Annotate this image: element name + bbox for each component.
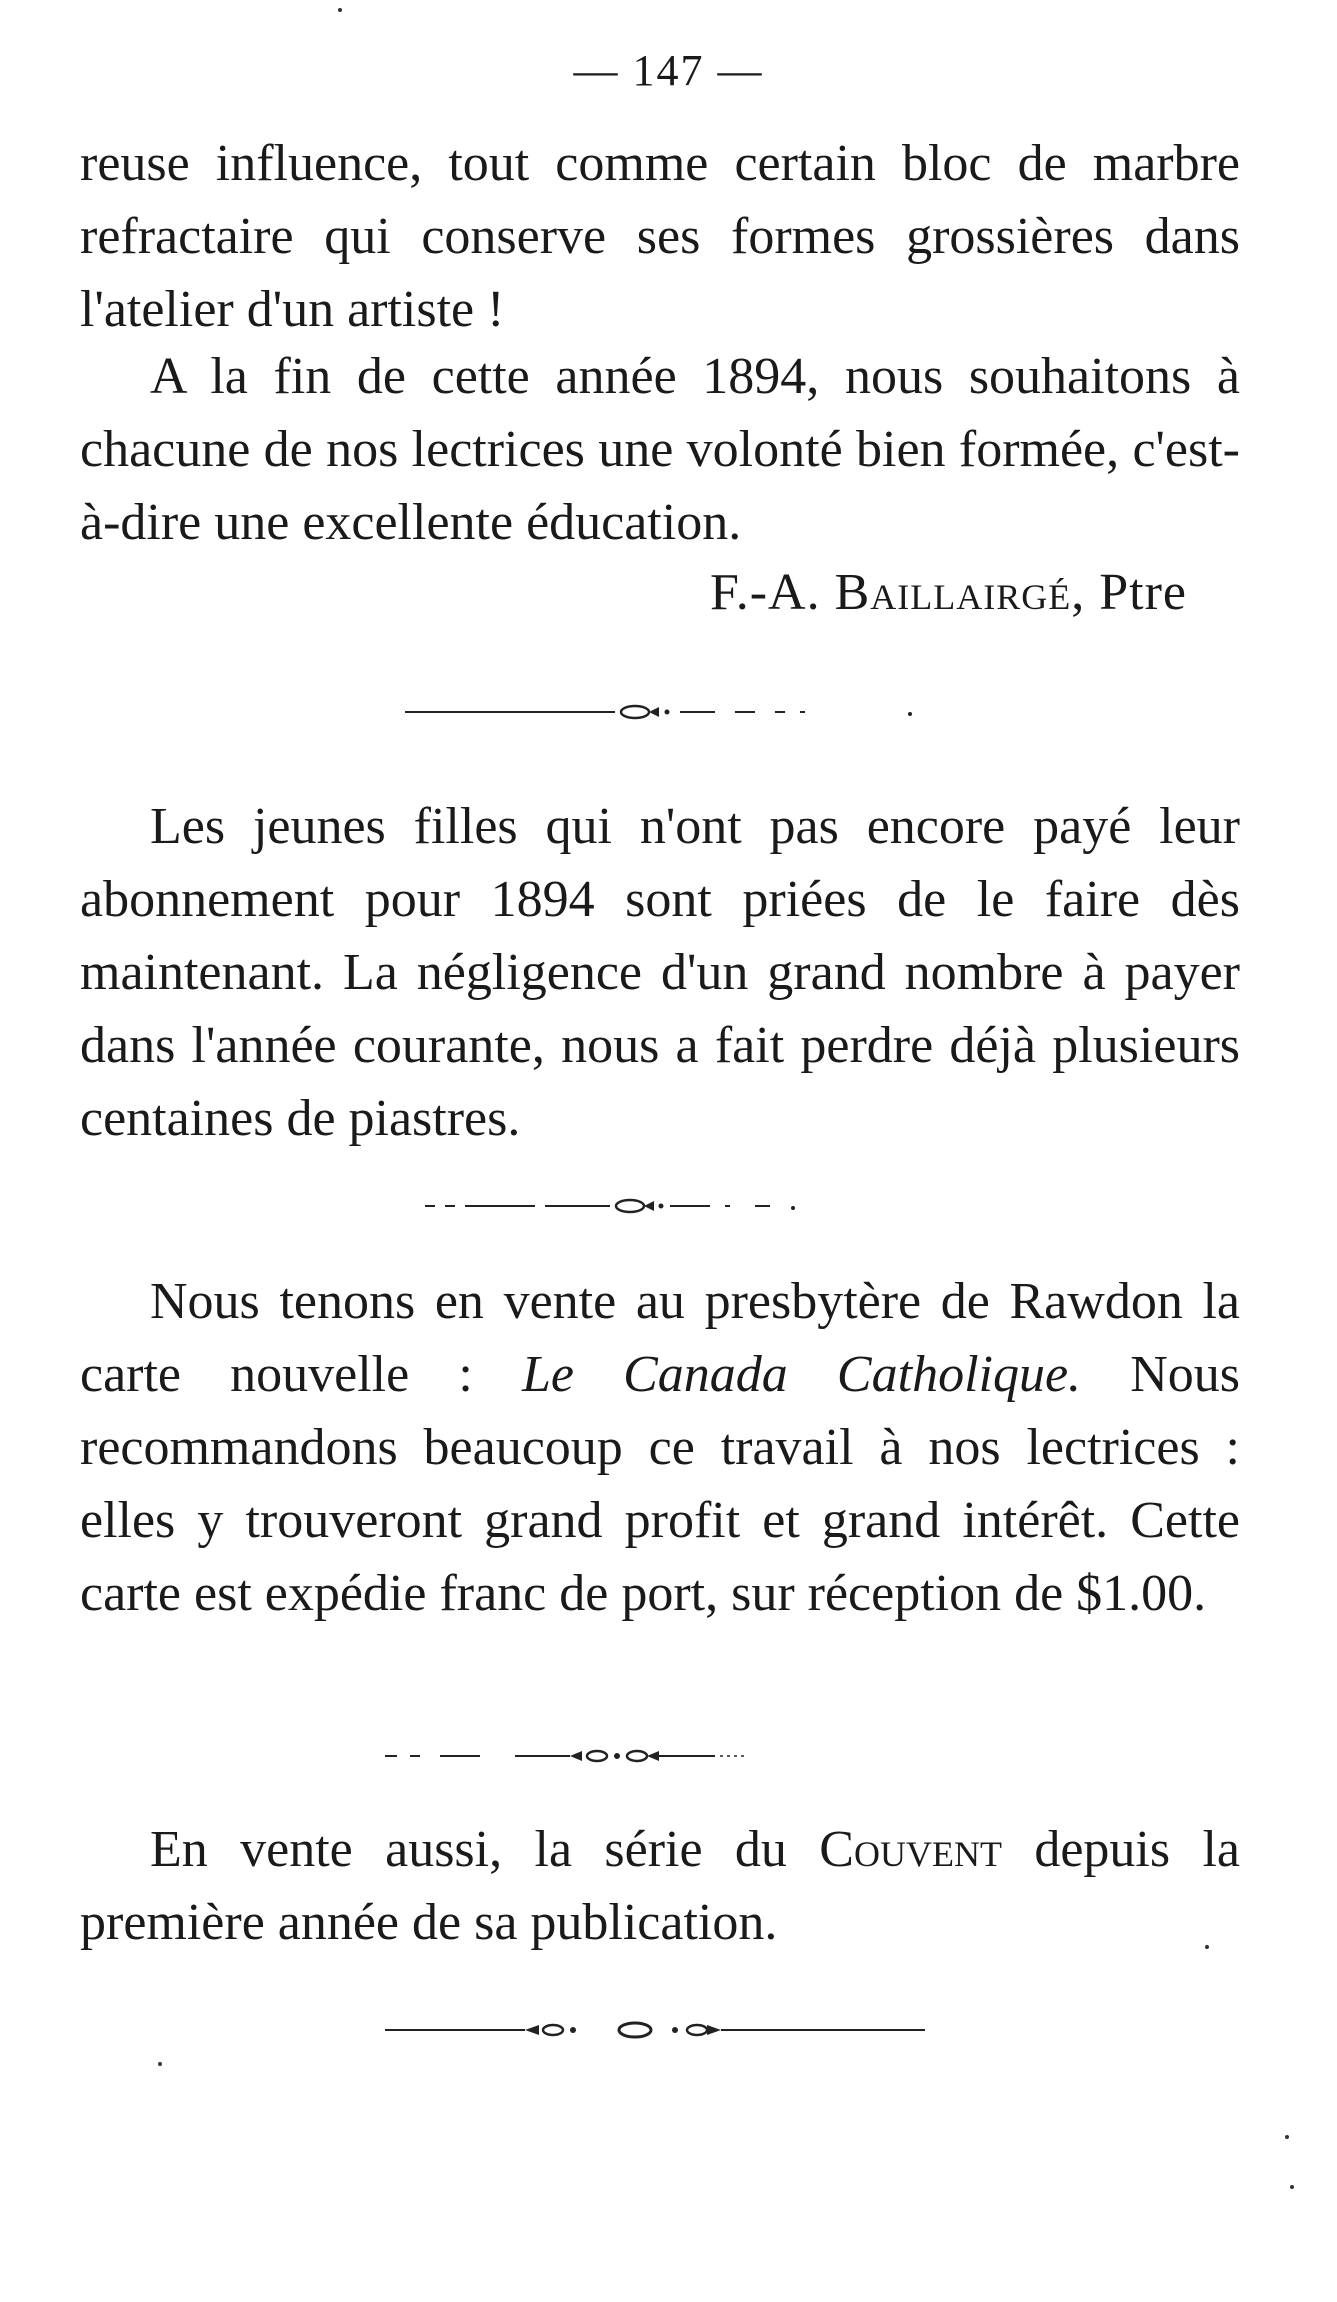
paragraph-text: A la fin de cette année 1894, nous souhaitons à chacune de nos lectrices une volonté bien formée, c'est-à-dire une excellente éducation. <box>80 348 1240 551</box>
section-divider-ornament <box>425 1196 905 1216</box>
signature-title: , Ptre <box>1071 564 1187 621</box>
print-speck <box>1205 1945 1209 1949</box>
paragraph-text <box>80 1813 1240 1959</box>
print-speck <box>338 8 342 12</box>
paragraph-continuation <box>80 127 1240 346</box>
paragraph-new-year-wishes <box>80 340 1240 559</box>
section-divider-ornament <box>405 702 925 722</box>
paragraph-text-after: Nous recommandons beaucoup ce travail à nos lectrices : elles y trouveront grand profit et grand intérêt. Cette carte est expédie franc de port, sur réception de $1.00. <box>80 1346 1240 1622</box>
signature-name: Baillairgé <box>834 564 1072 621</box>
section-divider-ornament <box>385 1746 925 1766</box>
print-speck <box>1290 2185 1294 2189</box>
paragraph-text: reuse influence, tout comme certain bloc de marbre refractaire qui conserve ses formes grossières dans l'atelier d'un artiste ! <box>80 135 1240 338</box>
map-title: Le Canada Catholique. <box>521 1346 1082 1403</box>
paragraph-couvent-series <box>80 1813 1240 1959</box>
signature-initials: F.-A. <box>709 564 821 621</box>
author-signature <box>710 563 1187 622</box>
print-speck <box>158 2062 162 2066</box>
publication-name: Couvent <box>819 1821 1002 1878</box>
paragraph-map-for-sale <box>80 1265 1240 1630</box>
closing-ornament <box>385 2020 925 2040</box>
paragraph-subscription-notice <box>80 790 1240 1155</box>
page-number: — 147 — <box>573 46 764 95</box>
paragraph-text <box>80 1265 1240 1630</box>
paragraph-text: Les jeunes filles qui n'ont pas encore payé leur abonnement pour 1894 sont priées de le faire dès maintenant. La négligence d'un grand nombre à payer dans l'année courante, nous a fait perdre déjà plusieurs centaines de piastres. <box>80 798 1240 1147</box>
paragraph-text-after: depuis la première année de sa publication. <box>80 1821 1240 1951</box>
print-speck <box>1285 2135 1289 2139</box>
paragraph-text-before: Nous tenons en vente au presbytère de Rawdon la carte nouvelle : <box>80 1273 1240 1403</box>
paragraph-text-before: En vente aussi, la série du <box>150 1821 820 1878</box>
